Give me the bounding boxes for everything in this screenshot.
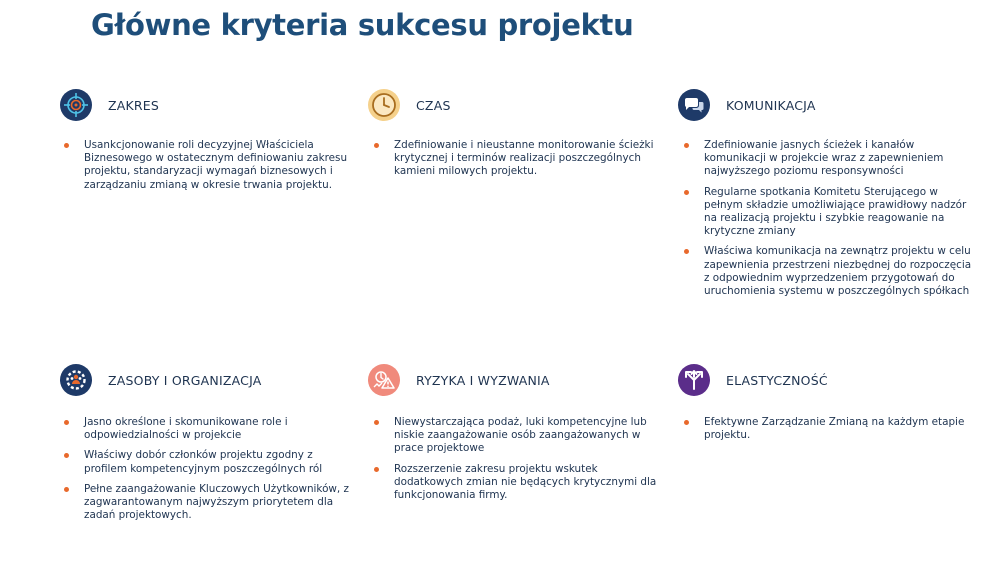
card-ryzyka [368,363,668,397]
card-title: KOMUNIKACJA [726,97,816,113]
card-header [60,88,360,122]
list-item: Efektywne Zarządzanie Zmianą na każdym etapie projektu. [684,416,974,442]
bullet-icon [64,453,69,458]
bullet-icon [64,487,69,492]
card-title: RYZYKA I WYZWANIA [416,372,550,388]
clock-icon [368,89,400,121]
list-item: Usankcjonowanie roli decyzyjnej Właściciela Biznesowego w ostatecznym definiowaniu zakresu projektu, standaryzacji wymagań biznesowych i zarządzaniu zmianą w okresie trwania projektu. [64,139,354,192]
bullet-icon [374,143,379,148]
list-item: Niewystarczająca podaż, luki kompetencyjne lub niskie zaangażowanie osób zaangażowanych w prace projektowe [374,416,664,456]
criteria-list [64,139,354,199]
list-item: Jasno określone i skomunikowane role i odpowiedzialności w projekcie [64,416,354,442]
criteria-list [684,139,974,305]
card-header [678,363,978,397]
card-komunikacja [678,88,978,122]
list-item: Zdefiniowanie i nieustanne monitorowanie ścieżki krytycznej i terminów realizacji poszczególnych kamieni milowych projektu. [374,139,664,179]
list-item: Rozszerzenie zakresu projektu wskutek dodatkowych zmian nie będących krytycznymi dla funkcjonowania firmy. [374,463,664,503]
card-header [368,363,668,397]
bullet-icon [684,420,689,425]
card-header [368,88,668,122]
card-title: CZAS [416,97,451,113]
page-title: Główne kryteria sukcesu projektu [91,8,634,42]
list-item: Regularne spotkania Komitetu Sterującego w pełnym składzie umożliwiające prawidłowy nadzór na realizacją projektu i szybkie reagowanie na krytyczne zmiany [684,186,974,239]
bullet-icon [64,420,69,425]
card-title: ELASTYCZNOŚĆ [726,372,828,388]
card-header [60,363,360,397]
bullet-icon [684,143,689,148]
target-icon [60,89,92,121]
card-czas [368,88,668,122]
list-item: Właściwy dobór członków projektu zgodny z profilem kompetencyjnym poszczególnych ról [64,449,354,475]
card-elastycznosc [678,363,978,397]
list-item: Pełne zaangażowanie Kluczowych Użytkowników, z zagwarantowanym najwyższym priorytetem dla zadań projektowych. [64,483,354,523]
card-zakres [60,88,360,122]
criteria-list [374,139,664,186]
card-zasoby [60,363,360,397]
card-header [678,88,978,122]
chat-bubbles-icon [678,89,710,121]
criteria-list [64,416,354,529]
team-gear-icon [60,364,92,396]
criteria-list [684,416,974,449]
branch-arrows-icon [678,364,710,396]
risk-warning-icon [368,364,400,396]
bullet-icon [374,420,379,425]
criteria-list [374,416,664,509]
bullet-icon [684,190,689,195]
card-title: ZAKRES [108,97,160,113]
bullet-icon [64,143,69,148]
list-item: Właściwa komunikacja na zewnątrz projektu w celu zapewnienia przestrzeni niezbędnej do rozpoczęcia z odpowiednim wyprzedzeniem przygotowań do uruchomienia systemu w poszczególnych spółkach [684,245,974,298]
list-item: Zdefiniowanie jasnych ścieżek i kanałów komunikacji w projekcie wraz z zapewnieniem najwyższego poziomu responsywności [684,139,974,179]
card-title: ZASOBY I ORGANIZACJA [108,372,262,388]
bullet-icon [684,249,689,254]
bullet-icon [374,467,379,472]
